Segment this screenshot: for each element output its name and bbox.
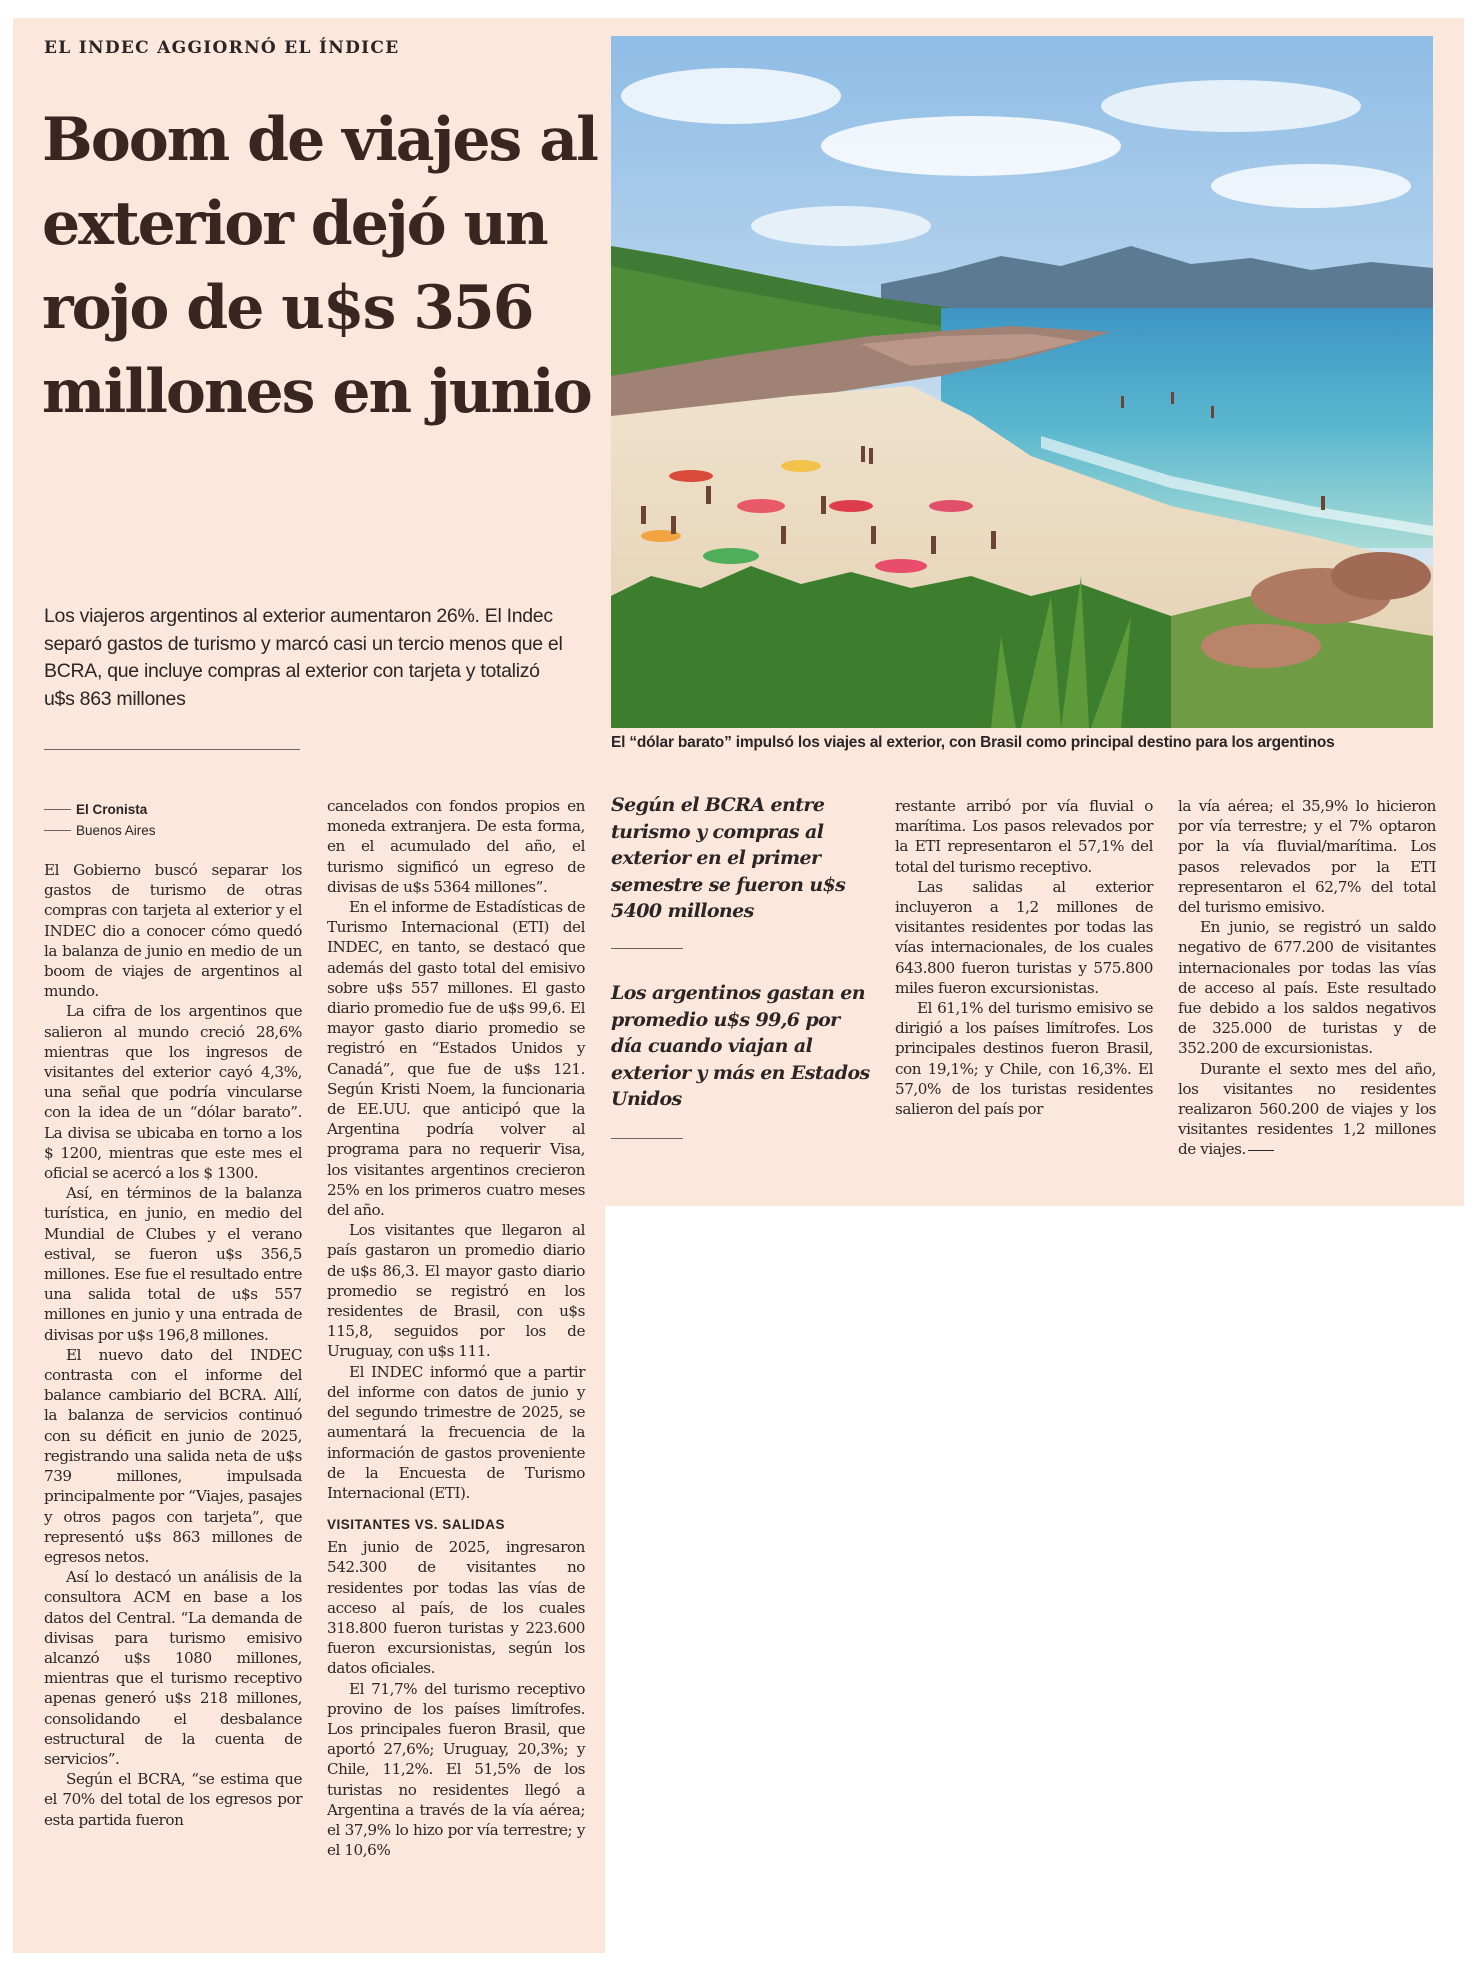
article-deck: Los viajeros argentinos al exterior aumentaron 26%. El Indec separó gastos de turismo y marcó casi un tercio menos que el BCRA, que incluye compras al exterior con tarjeta y totalizó u$s 863 millones (44, 605, 563, 710)
paragraph: En junio, se registró un saldo negativo de 677.200 de visitantes internacionales por todas las vías de acceso al país. Este resultado fue debido a los saldos negativos de 325.000 de turistas y de 352.200 de excursionistas. (1178, 918, 1436, 1058)
paragraph: Las salidas al exterior incluyeron a 1,2 millones de visitantes residentes por todas las vías internacionales, de los cuales 643.800 fueron turistas y 575.800 miles fueron excursionistas. (895, 877, 1153, 997)
paragraph: Los visitantes que llegaron al país gastaron un promedio diario de u$s 86,3. El mayor gasto diario promedio se registró en los residentes de Brasil, con u$s 115,8, seguidos por los de Uruguay, con u$s 111. (327, 1221, 585, 1361)
byline-dash (44, 830, 71, 831)
paragraph: En junio de 2025, ingresaron 542.300 de visitantes no residentes por todas las vías de acceso al país, de los cuales 318.800 fueron turistas y 223.600 fueron excursionistas, según los datos oficiales. (327, 1538, 585, 1678)
article-kicker: EL INDEC AGGIORNÓ EL ÍNDICE (44, 38, 400, 58)
article-headline: Boom de viajes al exterior dejó un rojo de u$s 356 millones en junio (42, 105, 597, 427)
pull-quote-1: Según el BCRA entre turismo y compras al exterior en el primer semestre se fueron u$s 5400 millones (611, 794, 846, 922)
beach-photo (611, 36, 1433, 728)
paragraph: Según el BCRA, “se estima que el 70% del total de los egresos por esta partida fueron (44, 1770, 302, 1829)
paragraph: restante arribó por vía fluvial o marítima. Los pasos relevados por la ETI representaron el 57,1% del total del turismo receptivo. (895, 797, 1153, 876)
paragraph: La cifra de los argentinos que salieron al mundo creció 28,6% mientras que los ingresos de visitantes del exterior cayó 4,3%, una señal que podría vincularse con la idea de un “dólar barato”. La divisa se ubicaba en torno a los $ 1200, mientras que este mes el oficial se acercó a los $ 1300. (44, 1002, 302, 1183)
byline (44, 799, 156, 841)
paragraph: En el informe de Estadísticas de Turismo Internacional (ETI) del INDEC, en tanto, se destacó que además del gasto total del emisivo sobre u$s 557 millones. El gasto diario promedio fue de u$s 99,6. El mayor gasto diario promedio se registró en “Estados Unidos y Canadá”, que fue de u$s 121. Según Kristi Noem, la funcionaria de EE.UU. que anticipó que la Argentina podría volver al programa para no requerir Visa, los visitantes argentinos crecieron 25% en los primeros cuatro meses del año. (327, 898, 585, 1220)
paragraph: Así, en términos de la balanza turística, en junio, en medio del Mundial de Clubes y el verano estival, se fueron u$s 356,5 millones. Ese fue el resultado entre una salida total de u$s 557 millones en junio y una entrada de divisas por u$s 196,8 millones. (44, 1184, 302, 1344)
body-column-5 (1178, 796, 1436, 1160)
paragraph: cancelados con fondos propios en moneda extranjera. De esta forma, en el acumulado del año, el turismo significó un egreso de divisas de u$s 5364 millones”. (327, 797, 585, 896)
pull-quote-divider (611, 1138, 683, 1139)
body-column-1 (44, 860, 302, 1830)
byline-location: Buenos Aires (76, 823, 156, 838)
body-column-2 (327, 796, 585, 1860)
paragraph: El 71,7% del turismo receptivo provino de los países limítrofes. Los principales fueron Brasil, que aportó 27,6%; Uruguay, 20,3%; y Chile, 11,2%. El 51,5% de los turistas no residentes llegó a Argentina a través de la vía aérea; el 37,9% lo hizo por vía terrestre; y el 10,6% (327, 1679, 585, 1860)
pull-quote-2: Los argentinos gastan en promedio u$s 99,6 por día cuando viajan al exterior y más en Estados Unidos (611, 982, 870, 1110)
section-subhead: VISITANTES VS. SALIDAS (327, 1517, 506, 1533)
byline-publication: El Cronista (76, 802, 148, 817)
paragraph: El INDEC informó que a partir del informe con datos de junio y del segundo trimestre de 2025, se aumentará la frecuencia de la información de gastos proveniente de la Encuesta de Turismo Internacional (ETI). (327, 1362, 585, 1502)
paragraph: Así lo destacó un análisis de la consultora ACM en base a los datos del Central. “La demanda de divisas para turismo emisivo alcanzó u$s 1080 millones, mientras que el turismo receptivo apenas generó u$s 218 millones, consolidando el desbalance estructural de la cuenta de servicios”. (44, 1568, 302, 1768)
byline-dash (44, 809, 71, 810)
paragraph-text: Durante el sexto mes del año, los visitantes no residentes realizaron 560.200 de viajes y los visitantes residentes 1,2 millones de viajes. (1178, 1059, 1436, 1159)
paragraph: El 61,1% del turismo emisivo se dirigió a los países limítrofes. Los principales destinos fueron Brasil, con 19,1%; y Chile, con 16,3%. El 57,0% de los turistas residentes salieron del país por (895, 999, 1153, 1119)
paragraph: El Gobierno buscó separar los gastos de turismo de otras compras con tarjeta al exterior y el INDEC dio a conocer cómo quedó la balanza de junio en medio de un boom de viajes de argentinos al mundo. (44, 861, 302, 1001)
body-column-4 (895, 796, 1153, 1119)
paragraph: El nuevo dato del INDEC contrasta con el informe del balance cambiario del BCRA. Allí, la balanza de servicios continuó con su déficit en junio de 2025, registrando una salida neta de u$s 739 millones, impulsada principalmente por “Viajes, pasajes y otros pagos con tarjeta”, que representó u$s 863 millones de egresos netos. (44, 1345, 302, 1566)
photo-caption: El “dólar barato” impulsó los viajes al exterior, con Brasil como principal destino para los argentinos (611, 734, 1335, 751)
paragraph: la vía aérea; el 35,9% lo hicieron por vía terrestre; y el 7% optaron por la vía fluvial/marítima. Los pasos relevados por la ETI representaron el 62,7% del total del turismo emisivo. (1178, 797, 1436, 917)
pull-quote-divider (611, 948, 683, 949)
deck-divider (44, 749, 300, 750)
paragraph (1178, 1059, 1436, 1160)
article-end-mark (1248, 1150, 1274, 1151)
